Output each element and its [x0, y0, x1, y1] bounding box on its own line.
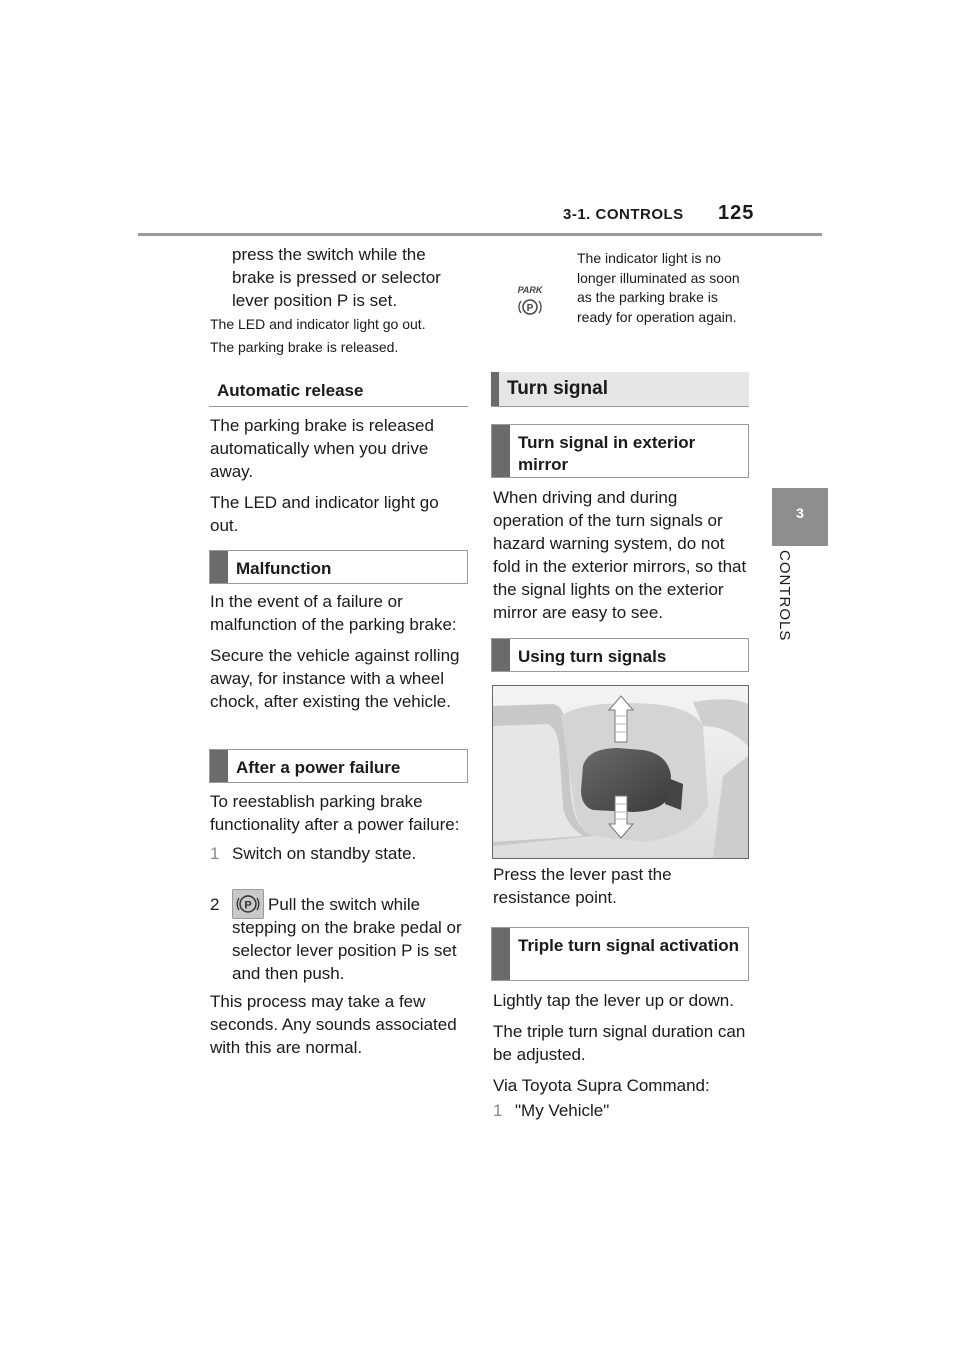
power-failure-text	[210, 790, 466, 877]
mal-paragraph-1: In the event of a failure or malfunction of the parking brake:	[210, 592, 457, 634]
triple-paragraph-1: Lightly tap the lever up or down.	[493, 991, 734, 1010]
triple-text	[493, 989, 747, 1130]
heading-automatic-release: Automatic release	[209, 373, 468, 407]
using-paragraph: Press the lever past the resistance point.	[493, 865, 672, 907]
running-header-section: 3-1. CONTROLS	[563, 206, 684, 223]
continued-paragraph: press the switch while the brake is pressed or selector lever position P is set.	[232, 245, 441, 310]
header-rule	[138, 233, 822, 236]
led-goes-out-note: The LED and indicator light go out.	[210, 316, 426, 332]
mirror-paragraph: When driving and during operation of the turn signals or hazard warning system, do not fold in the exterior mirrors, so that the signal lights on the exterior mirror are easy to see.	[493, 488, 747, 622]
power-paragraph-1: To reestablish parking brake functionality after a power failure:	[210, 792, 460, 834]
heading-malfunction: Malfunction	[209, 550, 468, 584]
indicator-note: The indicator light is no longer illuminated as soon as the parking brake is ready for operation again.	[577, 250, 740, 325]
heading-triple-turn-signal-activation: Triple turn signal activation	[491, 927, 749, 981]
malfunction-text	[210, 590, 466, 721]
svg-text:PARK: PARK	[517, 285, 543, 295]
mal-paragraph-2: Secure the vehicle against rolling away, for instance with a wheel chock, after existing the vehicle.	[210, 646, 460, 711]
auto-paragraph-1: The parking brake is released automatically when you drive away.	[210, 416, 434, 481]
power-paragraph-2: This process may take a few seconds. Any sounds associated with this are normal.	[210, 992, 457, 1057]
auto-paragraph-2: The LED and indicator light go out.	[210, 493, 439, 535]
triple-step-1: 1 "My Vehicle"	[493, 1101, 610, 1120]
svg-text:P: P	[526, 303, 534, 314]
heading-after-power-failure: After a power failure	[209, 749, 468, 783]
automatic-release-text	[210, 414, 460, 545]
triple-paragraph-2: The triple turn signal duration can be adjusted.	[493, 1022, 746, 1064]
heading-using-turn-signals: Using turn signals	[491, 638, 749, 672]
heading-turn-signal: Turn signal	[491, 372, 749, 407]
turn-signal-lever-illustration	[492, 685, 749, 859]
chapter-number: 3	[796, 505, 804, 521]
brake-released-note: The parking brake is released.	[210, 339, 399, 355]
step-2-number: 2	[210, 895, 220, 914]
triple-paragraph-3: Via Toyota Supra Command:	[493, 1076, 710, 1095]
step-2-text: Pull the switch while stepping on the brake pedal or selector lever position P is set and then push.	[232, 895, 462, 983]
park-indicator-icon	[510, 283, 550, 319]
step-1: 1 Switch on standby state.	[210, 844, 417, 863]
chapter-label: CONTROLS	[776, 550, 793, 642]
heading-turn-signal-in-exterior-mirror: Turn signal in exterior mirror	[491, 424, 749, 478]
page-number: 125	[718, 202, 755, 224]
svg-text:P: P	[244, 899, 252, 912]
